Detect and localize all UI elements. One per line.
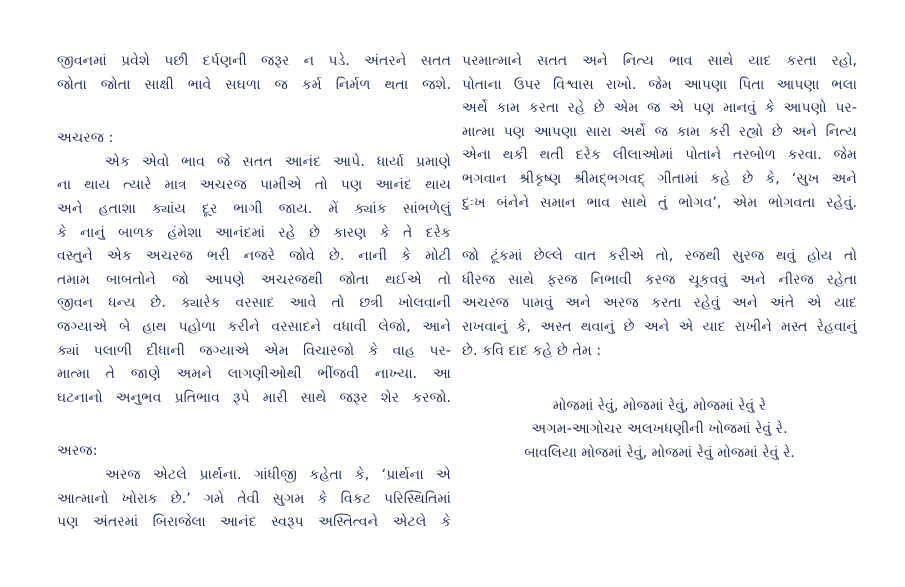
section-heading-araj: અરજ: xyxy=(57,443,98,460)
paragraph-line: પોતાના ઉપર વિશ્વાસ રાખો. જેમ આપણા પિતા આપણા ભલા xyxy=(462,76,857,93)
paragraph-line: ક્યાં પલાળી દીધાની જગ્યાએ એમ વિચારજો કે વાહ પર- xyxy=(57,342,451,359)
paragraph-line: ઘટનાનો અનુભવ પ્રતિભાવ રૂપે મારી સાથે જરૂર શેર કરજો. xyxy=(57,389,451,406)
paragraph-line: જોતા જોતા સાક્ષી ભાવે સઘળા જ કર્મ નિર્મળ થતા જશે. xyxy=(57,76,451,93)
poem-line: બાવલિયા મોજમાં રેવું, મોજમાં રેવું મોજમાં રેવું રે. xyxy=(524,444,795,461)
paragraph-line: અરજ એટલે પ્રાર્થના. ગાંધીજી કહેતા કે, ‘પ્રાર્થના એ xyxy=(105,466,451,483)
poem-line: મોજમાં રેવું, મોજમાં રેવું, મોજમાં રેવું રે xyxy=(552,397,767,414)
right-column xyxy=(462,50,857,466)
paragraph-line: ધીરજ સાથે ફરજ નિભાવી કરજ ચૂકવવું અને નીરજ રહેતા xyxy=(462,271,857,288)
paragraph-line: જીવન ધન્ય છે. ક્યારેક વરસાદ આવે તો છત્રી ખોલવાની xyxy=(57,295,451,312)
poem-block xyxy=(462,395,857,466)
paragraph-line: અને હતાશા ક્યાંય દૂર ભાગી જાય. મેં ક્યાંક સાંભળેલું xyxy=(57,200,451,217)
paragraph-line: આત્માનો ખોરાક છે.’ ગમે તેવી સુગમ કે વિકટ પરિસ્થિતિમાં xyxy=(57,490,451,507)
left-column xyxy=(57,50,451,535)
paragraph-line: પણ અંતરમાં બિરાજેલા આનંદ સ્વરૂપ અસ્તિત્વને એટલે કે xyxy=(57,514,451,531)
paragraph-line: એક એવો ભાવ જે સતત આનંદ આપે. ધાર્યા પ્રમાણે xyxy=(105,153,451,170)
paragraph-line: જગ્યાએ બે હાથ પહોળા કરીને વરસાદને વધાવી લેજો, આને xyxy=(57,318,451,335)
paragraph-line: દુઃખ બંનેને સમાન ભાવ સાથે તું ભોગવ’, એમ ભોગવતા રહેવું. xyxy=(462,194,857,211)
paragraph-line: માત્મા પણ આપણા સારા અર્થે જ કામ કરી રહ્યો છે અને નિત્ય xyxy=(462,123,857,140)
paragraph-line: ના થાય ત્યારે માત્ર અચરજ પામીએ તો પણ આનંદ થાય xyxy=(57,177,451,194)
section-heading-acharaj: અચરજ : xyxy=(57,130,114,147)
poem-line: અગમ-આગોચર અલખધણીની ખોજમાં રેવું રે. xyxy=(531,421,788,438)
paragraph-line: પરમાત્માને સતત અને નિત્ય ભાવ સાથે યાદ કરતા રહો, xyxy=(462,53,857,69)
paragraph-line: જીવનમાં પ્રવેશે પછી દર્પણની જરૂર ન પડે. અંતરને સતત xyxy=(57,53,451,69)
paragraph-line: છે. કવિ દાદ કહે છે તેમ : xyxy=(462,342,602,359)
paragraph-line: એના થકી થતી દરેક લીલાઓમાં પોતાને તરબોળ કરવા. જેમ xyxy=(462,147,857,164)
paragraph-line: માત્મા તે જાણે અમને લાગણીઓથી ભીંજવી નાખ્યા. આ xyxy=(57,366,451,383)
paragraph-line: તમામ બાબતોને જો આપણે અચરજથી જોતા થઈએ તો xyxy=(57,271,451,288)
paragraph-line: અચરજ પામવું અને અરજ કરતા રહેવું અને અંતે એ યાદ xyxy=(462,295,857,312)
paragraph-line: કે નાનું બાળક હંમેશા આનંદમાં રહે છે કારણ કે તે દરેક xyxy=(57,224,451,241)
paragraph-line: અર્થે કામ કરતા રહે છે એમ જ એ પણ માનવું કે આપણો પર- xyxy=(462,100,857,117)
paragraph-line: રાખવાનું કે, અસ્ત થવાનું છે અને એ યાદ રાખીને મસ્ત રેહવાનું xyxy=(462,318,857,335)
paragraph-line: જો ટૂંકમાં છેલ્લે વાત કરીએ તો, રજથી સુરજ થવું હોય તો xyxy=(462,248,857,265)
paragraph-line: ભગવાન શ્રીકૃષ્ણ શ્રીમદ્ભગવદ્ ગીતામાં કહે છે કે, ‘સુખ અને xyxy=(462,170,857,187)
paragraph-line: વસ્તુને એક અચરજ ભરી નજરે જોવે છે. નાની કે મોટી xyxy=(57,248,451,265)
